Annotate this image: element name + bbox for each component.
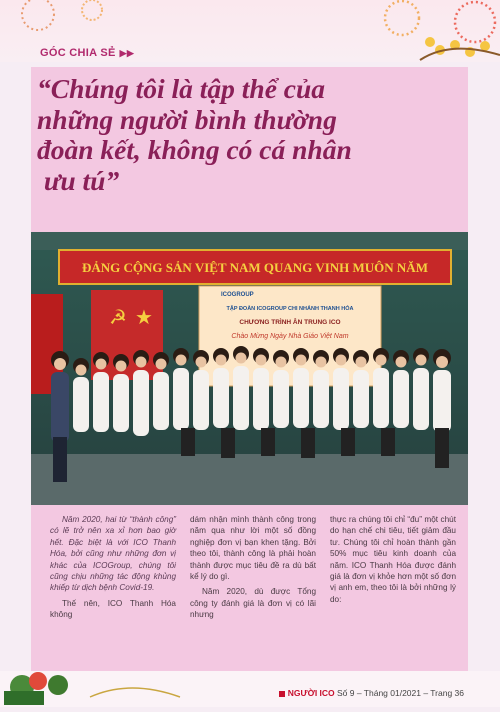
article-column bbox=[50, 514, 176, 625]
issue-info: Số 9 – Tháng 01/2021 – Trang 36 bbox=[334, 688, 464, 698]
headline bbox=[37, 74, 467, 196]
backdrop-program: CHƯƠNG TRÌNH ÂN TRUNG ICO bbox=[239, 319, 341, 326]
headline-line: ưu tú” bbox=[37, 164, 120, 196]
footer-info bbox=[279, 688, 464, 698]
section-label-text: GÓC CHIA SẺ bbox=[40, 47, 116, 59]
article-paragraph: thực ra chúng tôi chỉ “đu” một chút do hạn chế chi tiêu, tiết giảm đầu tư. Chúng tôi chỉ hoàn thành gần 50% mục tiêu kinh doanh của năm. ICO Thanh Hóa được đánh giá là đơn vị khỏe hơn một số đơn vị anh em, theo tôi là bởi những lý do: bbox=[330, 515, 456, 604]
headline-line: “Chúng tôi là tập thể của bbox=[37, 73, 326, 104]
section-label bbox=[40, 47, 134, 59]
star-icon: ★ bbox=[135, 307, 153, 329]
square-icon bbox=[279, 691, 285, 697]
backdrop-logo: ICOGROUP bbox=[221, 292, 254, 298]
arrow-icon: ▶▶ bbox=[119, 48, 135, 58]
article-column bbox=[330, 514, 456, 609]
hammer-sickle-icon: ☭ bbox=[109, 307, 127, 329]
party-banner-text: ĐẢNG CỘNG SẢN VIỆT NAM QUANG VINH MUÔN NĂM bbox=[82, 260, 428, 275]
group-photo bbox=[31, 232, 468, 505]
article-paragraph: dám nhận mình thành công trong năm qua như lời một số đồng nghiệp đơn vị bạn khen tặng. Bởi theo tôi, thành công là phải hoàn thành được mục tiêu đề ra dù bất kể lý do gì. bbox=[190, 515, 316, 582]
article-column bbox=[190, 514, 316, 625]
headline-line: đoàn kết, không có cá nhân bbox=[37, 134, 352, 165]
magazine-brand: NGƯỜI ICO bbox=[287, 688, 335, 698]
article-paragraph: Năm 2020, dù được Tổng công ty đánh giá là đơn vị có lãi nhưng bbox=[190, 587, 316, 620]
article-paragraph: Thế nên, ICO Thanh Hóa không bbox=[50, 598, 176, 620]
group-photo-illustration bbox=[31, 232, 468, 505]
article-body bbox=[50, 514, 460, 644]
backdrop-company: TẬP ĐOÀN ICOGROUP CHI NHÁNH THANH HÓA bbox=[226, 306, 354, 312]
backdrop-greeting: Chào Mừng Ngày Nhà Giáo Việt Nam bbox=[231, 333, 349, 340]
article-intro: Năm 2020, hai từ “thành công” có lẽ trở nên xa xỉ hơn bao giờ hết. Đặc biệt là với ICO Thanh Hóa, bởi cũng như những đơn vị khác của ICOGroup, chúng tôi cũng chịu những tác động khủng khiếp từ dịch bệnh Covid-19. bbox=[50, 515, 176, 593]
headline-line: những người bình thường bbox=[37, 103, 337, 135]
